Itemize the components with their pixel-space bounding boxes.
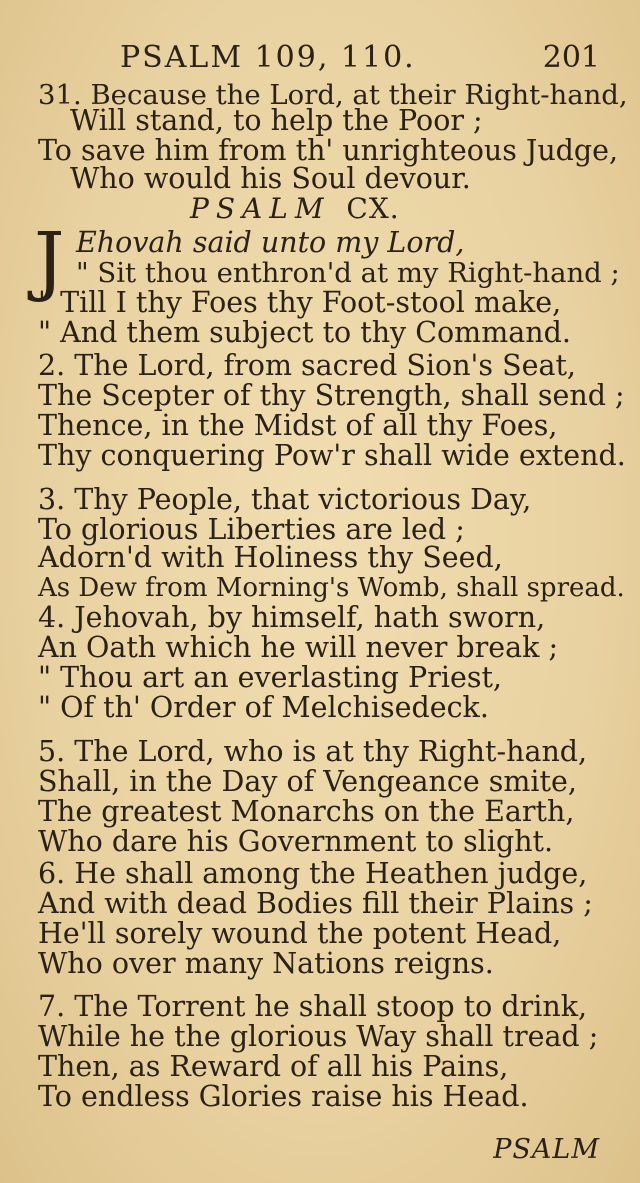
verse-line: " Till I thy Foes thy Foot-stool make, [38,286,562,319]
verse-line: Will stand, to help the Poor ; [70,104,483,137]
verse-line: An Oath which he will never break ; [38,631,559,664]
drop-capital: J [34,215,65,304]
psalm-title-word: PSALM [190,192,331,225]
verse-line: Thy conquering Pow'r shall wide extend. [38,439,626,472]
verse-line: To save him from th' unrighteous Judge, [38,134,619,167]
verse-line: 2. The Lord, from sacred Sion's Seat, [38,349,576,382]
verse-line: 31. Because the Lord, at their Right-hand, [38,79,628,111]
verse-line: As Dew from Morning's Womb, shall spread. [38,573,625,603]
verse-line: Adorn'd with Holiness thy Seed, [38,541,503,574]
verse-line: He'll sorely wound the potent Head, [38,917,562,950]
verse-line: 5. The Lord, who is at thy Right-hand, [38,735,588,768]
verse-line: " And them subject to thy Command. [38,316,571,349]
verse-line: 4. Jehovah, by himself, hath sworn, [38,601,546,634]
verse-line: Who dare his Government to slight. [38,825,554,858]
page-header [0,40,640,80]
verse-line: To glorious Liberties are led ; [38,513,465,546]
verse-line: The greatest Monarchs on the Earth, [38,795,575,828]
psalm-title [190,192,400,225]
verse-line: To endless Glories raise his Head. [38,1080,529,1113]
verse-line: Who over many Nations reigns. [38,947,494,980]
page-number: 201 [542,40,600,75]
verse-line-text: Ehovah said unto my Lord, [76,226,465,259]
verse-line: 7. The Torrent he shall stoop to drink, [38,990,588,1023]
verse-line: While he the glorious Way shall tread ; [38,1020,599,1053]
psalm-title-numeral: CX. [346,192,400,225]
verse-line [76,226,464,260]
running-title: PSALM 109, 110. [120,40,416,75]
verse-line: " Thou art an everlasting Priest, [38,661,502,694]
verse-line: " Of th' Order of Melchisedeck. [38,691,489,724]
catchword: PSALM [493,1134,600,1165]
verse-line: Shall, in the Day of Vengeance smite, [38,765,577,798]
verse-line: And with dead Bodies fill their Plains ; [38,887,593,920]
verse-line: Who would his Soul devour. [70,162,471,195]
verse-line: Then, as Reward of all his Pains, [38,1050,509,1083]
verse-line: Thence, in the Midst of all thy Foes, [38,409,558,442]
verse-line: 6. He shall among the Heathen judge, [38,857,588,890]
verse-line: 3. Thy People, that victorious Day, [38,483,532,516]
verse-line: The Scepter of thy Strength, shall send ; [38,379,625,412]
verse-line: " Sit thou enthron'd at my Right-hand ; [76,257,620,289]
